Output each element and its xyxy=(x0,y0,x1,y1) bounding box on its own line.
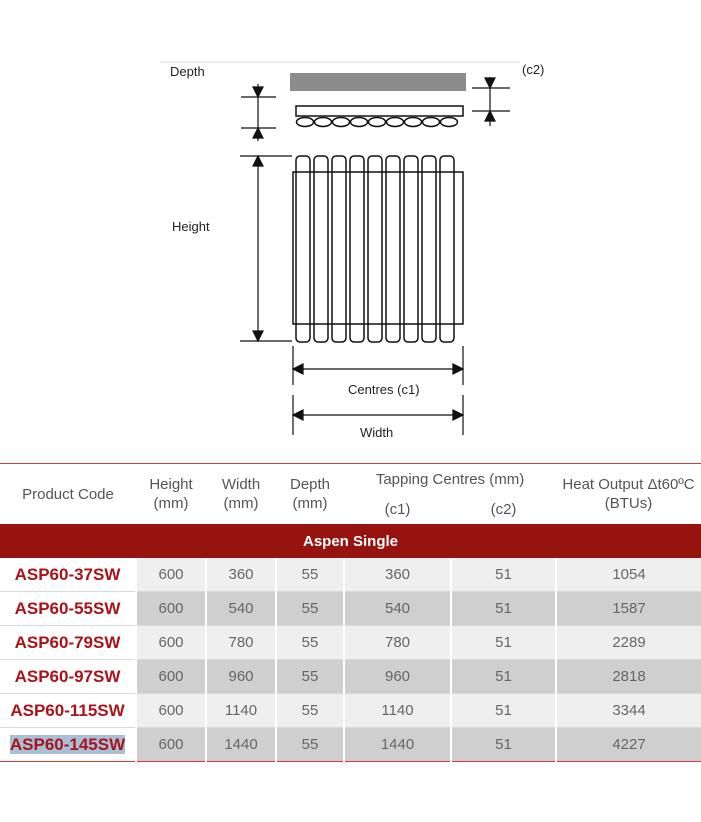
centres-label: Centres (c1) xyxy=(348,382,420,397)
cell-width: 780 xyxy=(206,626,276,660)
group-label: Aspen Single xyxy=(0,524,701,558)
cell-code xyxy=(0,660,136,694)
cell-width: 540 xyxy=(206,592,276,626)
cell-c2: 51 xyxy=(451,694,556,728)
cell-depth: 55 xyxy=(276,660,344,694)
table-row xyxy=(0,592,701,626)
cell-c2: 51 xyxy=(451,660,556,694)
width-label: Width xyxy=(360,425,394,440)
front-view-radiator xyxy=(293,156,463,342)
cell-height: 600 xyxy=(136,694,206,728)
cell-width: 960 xyxy=(206,660,276,694)
table-row xyxy=(0,694,701,728)
cell-heat: 3344 xyxy=(556,694,701,728)
cell-code xyxy=(0,558,136,592)
cell-heat: 1587 xyxy=(556,592,701,626)
top-view-back-plate xyxy=(290,73,466,91)
cell-code xyxy=(0,694,136,728)
cell-height: 600 xyxy=(136,558,206,592)
header-width: Width (mm) xyxy=(206,464,276,525)
cell-heat: 1054 xyxy=(556,558,701,592)
cell-c1: 360 xyxy=(344,558,451,592)
header-row xyxy=(0,464,701,495)
header-depth: Depth (mm) xyxy=(276,464,344,525)
cell-c2: 51 xyxy=(451,592,556,626)
height-dimension xyxy=(240,156,292,341)
cell-height: 600 xyxy=(136,592,206,626)
cell-width: 1440 xyxy=(206,728,276,762)
header-heat-output: Heat Output Δt60ºC (BTUs) xyxy=(556,464,701,525)
cell-heat: 2289 xyxy=(556,626,701,660)
cell-c1: 780 xyxy=(344,626,451,660)
cell-code xyxy=(0,592,136,626)
cell-height: 600 xyxy=(136,728,206,762)
cell-heat: 4227 xyxy=(556,728,701,762)
c2-label: (c2) xyxy=(522,62,545,77)
header-c1: (c1) xyxy=(344,494,451,524)
cell-c2: 51 xyxy=(451,728,556,762)
cell-width: 360 xyxy=(206,558,276,592)
table-row xyxy=(0,728,701,762)
top-view-tubes xyxy=(297,118,458,127)
cell-depth: 55 xyxy=(276,558,344,592)
cell-height: 600 xyxy=(136,660,206,694)
cell-height: 600 xyxy=(136,626,206,660)
header-tapping-centres: Tapping Centres (mm) xyxy=(344,464,556,495)
cell-c1: 540 xyxy=(344,592,451,626)
height-label: Height xyxy=(172,219,210,234)
top-view-header xyxy=(296,106,463,116)
cell-c2: 51 xyxy=(451,626,556,660)
header-height: Height (mm) xyxy=(136,464,206,525)
spec-table xyxy=(0,463,701,762)
product-code-text[interactable]: ASP60-97SW xyxy=(14,666,121,686)
cell-depth: 55 xyxy=(276,592,344,626)
table-row xyxy=(0,558,701,592)
product-code-text[interactable]: ASP60-115SW xyxy=(10,700,125,720)
table-row xyxy=(0,660,701,694)
cell-code xyxy=(0,728,136,762)
cell-c1: 1140 xyxy=(344,694,451,728)
product-code-text[interactable]: ASP60-79SW xyxy=(14,632,121,652)
depth-label: Depth xyxy=(170,64,205,79)
cell-code xyxy=(0,626,136,660)
centres-dimension xyxy=(293,346,463,385)
header-product-code: Product Code xyxy=(0,464,136,525)
cell-depth: 55 xyxy=(276,728,344,762)
product-code-text[interactable]: ASP60-55SW xyxy=(14,598,121,618)
cell-c2: 51 xyxy=(451,558,556,592)
cell-heat: 2818 xyxy=(556,660,701,694)
product-code-text[interactable]: ASP60-37SW xyxy=(14,564,121,584)
c2-dimension xyxy=(472,77,510,126)
header-c2: (c2) xyxy=(451,494,556,524)
product-code-text[interactable]: ASP60-145SW xyxy=(9,734,126,754)
table-row xyxy=(0,626,701,660)
cell-depth: 55 xyxy=(276,626,344,660)
depth-dimension xyxy=(241,84,276,141)
cell-width: 1140 xyxy=(206,694,276,728)
cell-depth: 55 xyxy=(276,694,344,728)
cell-c1: 960 xyxy=(344,660,451,694)
group-row xyxy=(0,524,701,558)
cell-c1: 1440 xyxy=(344,728,451,762)
